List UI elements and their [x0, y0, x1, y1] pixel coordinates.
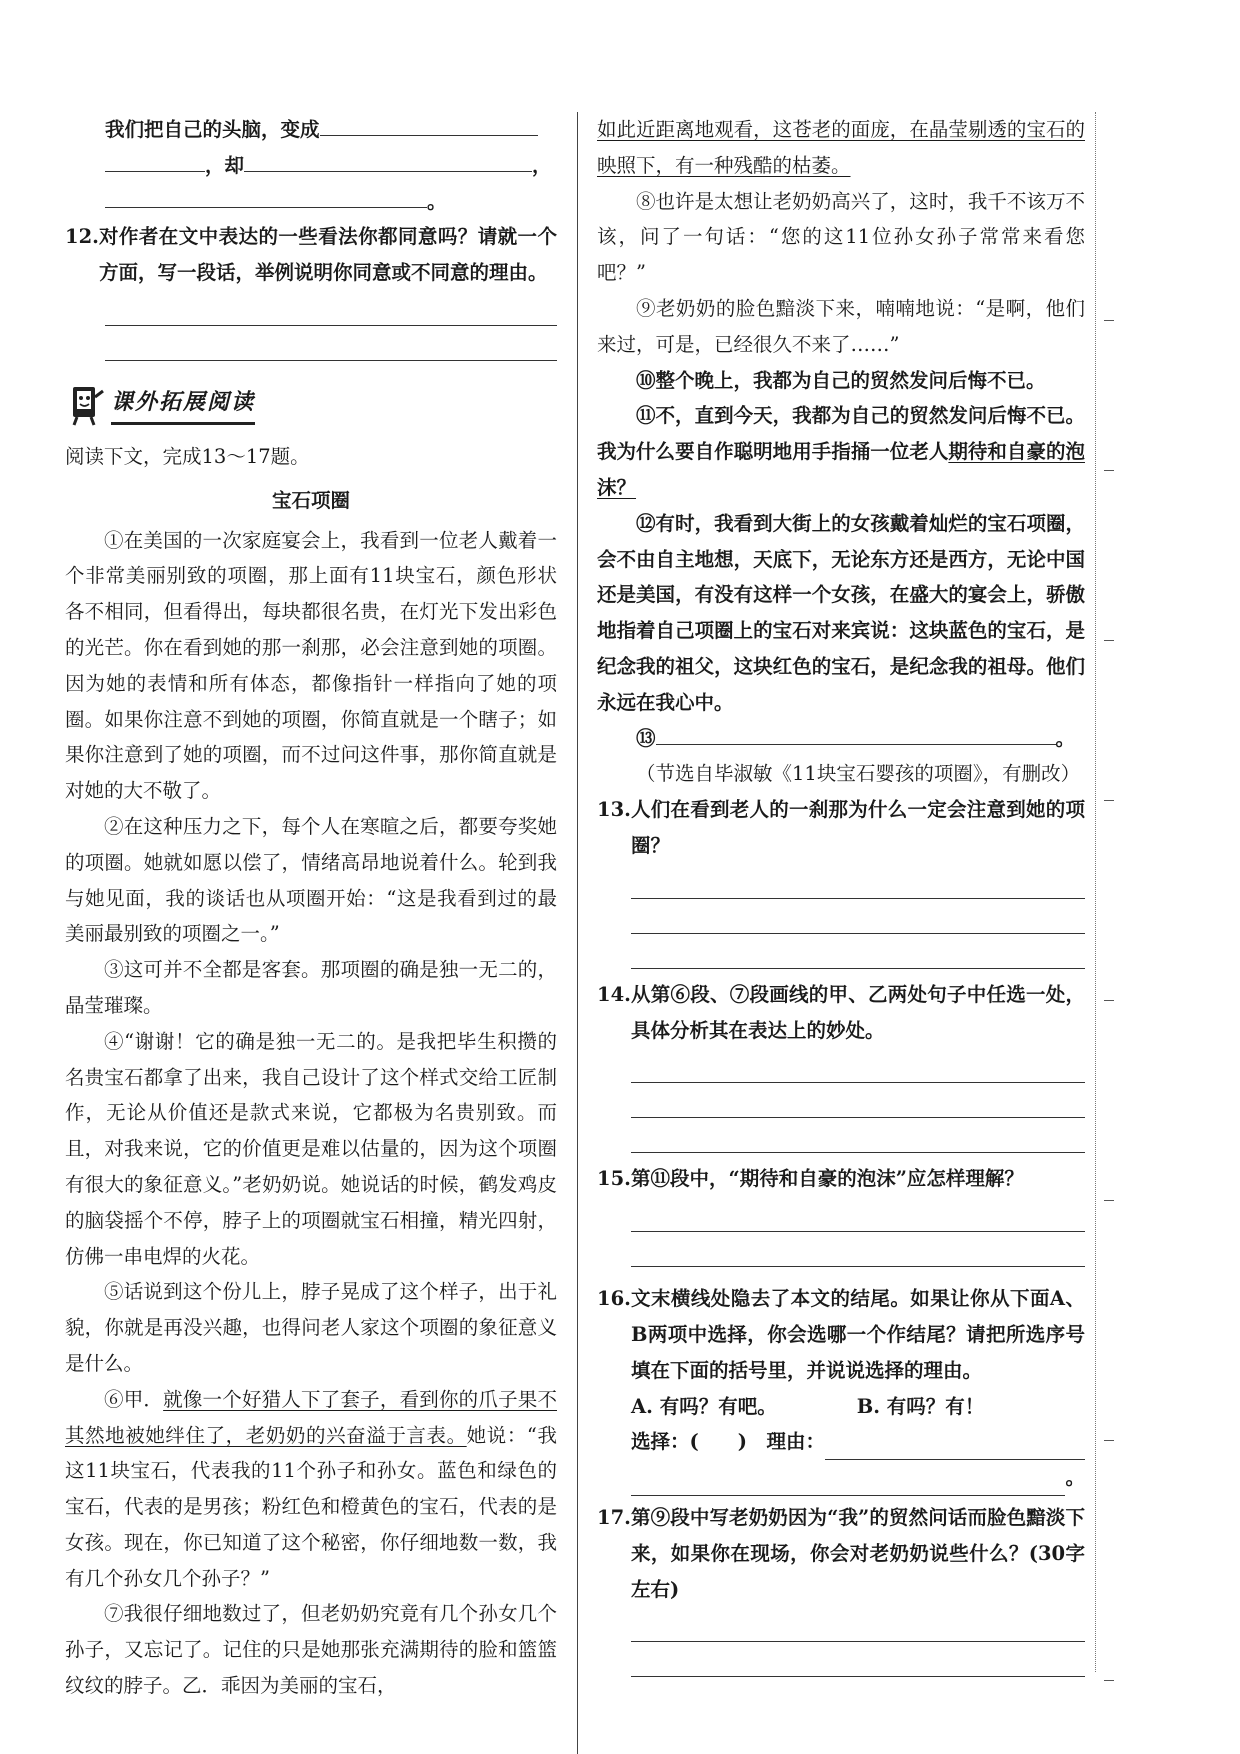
answer-blank[interactable] — [105, 189, 427, 208]
answer-line[interactable] — [631, 1083, 1085, 1118]
answer-blank[interactable] — [320, 117, 538, 136]
q11-line1: 我们把自己的头脑，变成 — [65, 112, 557, 148]
question-17 — [597, 1500, 1085, 1607]
question-number: 13. — [597, 798, 631, 822]
answer-line[interactable] — [105, 291, 557, 326]
binding-tick — [1104, 640, 1114, 641]
question-12 — [65, 219, 557, 291]
article-title: 宝石项圈 — [271, 488, 350, 512]
question-16 — [597, 1281, 1085, 1388]
answer-line[interactable] — [631, 1232, 1085, 1267]
paragraph-10: ⑩整个晚上，我都为自己的贸然发问后悔不已。 — [636, 368, 1046, 392]
binding-tick — [1104, 470, 1114, 471]
binding-tick — [1104, 320, 1114, 321]
answer-line[interactable] — [631, 1642, 1085, 1677]
q11-line2: ，却 ， — [65, 148, 557, 184]
paragraph-13: ⑬ 。 — [636, 726, 1076, 750]
section-title: 课外拓展阅读 — [111, 385, 255, 426]
question-15 — [597, 1161, 1085, 1197]
option-b[interactable]: B. 有吗？有！ — [856, 1394, 985, 1418]
answer-line[interactable] — [631, 899, 1085, 934]
reason-blank[interactable] — [825, 1441, 1085, 1460]
binding-tick — [1104, 1200, 1114, 1201]
question-text: 对作者在文中表达的一些看法你都同意吗？请就一个方面，写一段话，举例说明你同意或不同意的理由。 — [99, 225, 557, 285]
q11-line3: 。 — [65, 184, 557, 220]
paragraph-12: ⑫有时，我看到大街上的女孩戴着灿烂的宝石项圈，会不由自主地想，天底下，无论东方还是西方，无论中国还是美国，有没有这样一个女孩，在盛大的宴会上，骄傲地指着自己项圈上的宝石对来宾说：这块蓝色的宝石，是纪念我的祖父，这块红色的宝石，是纪念我的祖母。他们永远在我心中。 — [597, 511, 1085, 714]
paragraph-5: ⑤话说到这个份儿上，脖子晃成了这个样子，出于礼貌，你就是再没兴趣，也得问老人家这个项圈的象征意义是什么。 — [65, 1280, 557, 1375]
paragraph-9: ⑨老奶奶的脸色黯淡下来，喃喃地说：“是啊，他们来过，可是，已经很久不来了……” — [597, 296, 1085, 356]
q14-answer-lines — [597, 1048, 1085, 1153]
question-text: 第⑨段中写老奶奶因为“我”的贸然问话而脸色黯淡下来，如果你在现场，你会对老奶奶说些什么？(30字左右) — [631, 1505, 1085, 1601]
binding-tick — [1104, 800, 1114, 801]
paragraph-6: ⑥甲．就像一个好猎人下了套子，看到你的爪子果不其然地被她绊住了，老奶奶的兴奋溢于言表。她说：“我这11块宝石，代表我的11个孙子和孙女。蓝色和绿色的宝石，代表的是男孩；粉红色和橙黄色的宝石，代表的是女孩。现在，你已知道了这个秘密，你仔细地数一数，我有几个孙女几个孙子？” — [65, 1387, 557, 1590]
question-number: 15. — [597, 1167, 631, 1191]
ending-blank[interactable] — [656, 726, 1056, 745]
question-text: 人们在看到老人的一刹那为什么一定会注意到她的项圈？ — [631, 798, 1085, 857]
reason-blank[interactable] — [631, 1477, 1065, 1496]
answer-line[interactable] — [631, 934, 1085, 969]
q12-answer-lines — [65, 291, 557, 361]
binding-tick — [1104, 1440, 1114, 1441]
paragraph-7-continued: 如此近距离地观看，这苍老的面庞，在晶莹剔透的宝石的映照下，有一种残酷的枯萎。 — [597, 118, 1085, 177]
question-number: 17. — [597, 1505, 631, 1529]
q17-answer-lines — [597, 1607, 1085, 1677]
q13-answer-lines — [597, 864, 1085, 969]
question-14 — [597, 977, 1085, 1049]
q15-answer-lines — [597, 1197, 1085, 1267]
select-label: 选择：( ) 理由： — [631, 1430, 825, 1454]
paragraph-8: ⑧也许是太想让老奶奶高兴了，这时，我千不该万不该，问了一句话：“您的这11位孙女孙子常常来看您吧？” — [597, 189, 1085, 285]
underlined-sentence-a: 就像一个好猎人下了套子，看到你的爪子果不其然地被她绊住了，老奶奶的兴奋溢于言表。 — [65, 1387, 557, 1447]
answer-line[interactable] — [631, 1197, 1085, 1232]
answer-line[interactable] — [631, 1048, 1085, 1083]
binding-edge — [1095, 112, 1096, 1672]
reading-instruction: 阅读下文，完成13～17题。 — [65, 444, 310, 468]
q16-options — [597, 1389, 1085, 1425]
question-13 — [597, 792, 1085, 864]
question-text: 从第⑥段、⑦段画线的甲、乙两处句子中任选一处，具体分析其在表达上的妙处。 — [631, 982, 1085, 1042]
answer-line[interactable] — [631, 864, 1085, 899]
answer-blank[interactable] — [105, 153, 205, 172]
question-text: 第⑪段中，“期待和自豪的泡沫”应怎样理解？ — [631, 1167, 1024, 1191]
paragraph-3: ③这可并不全都是客套。那项圈的确是独一无二的，晶莹璀璨。 — [65, 958, 557, 1017]
q16-select-row — [597, 1424, 1085, 1460]
question-text: 文末横线处隐去了本文的结尾。如果让你从下面A、B两项中选择，你会选哪一个作结尾？请把所选序号填在下面的括号里，并说说选择的理由。 — [631, 1287, 1085, 1382]
answer-blank[interactable] — [244, 153, 532, 172]
answer-line[interactable] — [631, 1607, 1085, 1642]
answer-line[interactable] — [105, 326, 557, 361]
underlined-phrase: 期待和自豪的泡沫？ — [597, 440, 1085, 499]
column-divider — [577, 112, 578, 1754]
section-banner — [65, 377, 557, 433]
option-a[interactable]: A. 有吗？有吧。 — [631, 1394, 777, 1418]
left-column — [65, 112, 557, 1704]
paragraph-11: ⑪不，直到今天，我都为自己的贸然发问后悔不已。我为什么要自作聪明地用手指捅一位老人期待和自豪的泡沫？ — [597, 404, 1085, 499]
paragraph-1: ①在美国的一次家庭宴会上，我看到一位老人戴着一个非常美丽别致的项圈，那上面有11块宝石，颜色形状各不相同，但看得出，每块都很名贵，在灯光下发出彩色的光芒。你在看到她的那一刹那，必会注意到她的项圈。因为她的表情和所有体态，都像指针一样指向了她的项圈。如果你注意不到她的项圈，你简直就是一个瞎子；如果你注意到了她的项圈，而不过问这件事，那你简直就是对她的大不敬了。 — [65, 528, 557, 803]
paragraph-7: ⑦我很仔细地数过了，但老奶奶究竟有几个孙女几个孙子，又忘记了。记住的只是她那张充满期待的脸和篮篮纹纹的脖子。乙．乖因为美丽的宝石， — [65, 1602, 557, 1698]
book-character-icon — [65, 383, 105, 427]
binding-tick — [1104, 1000, 1114, 1001]
q16-reason-line: 。 — [597, 1460, 1085, 1496]
answer-line[interactable] — [631, 1118, 1085, 1153]
question-number: 16. — [597, 1287, 631, 1311]
paragraph-2: ②在这种压力之下，每个人在寒暄之后，都要夸奖她的项圈。她就如愿以偿了，情绪高昂地说着什么。轮到我与她见面，我的谈话也从项圈开始：“这是我看到过的最美丽最别致的项圈之一。” — [65, 814, 557, 946]
binding-tick — [1104, 1680, 1114, 1681]
paragraph-4: ④“谢谢！它的确是独一无二的。是我把毕生积攒的名贵宝石都拿了出来，我自己设计了这个样式交给工匠制作，无论从价值还是款式来说，它都极为名贵别致。而且，对我来说，它的价值更是难以估量的，因为这个项圈有很大的象征意义。”老奶奶说。她说话的时候，鹤发鸡皮的脑袋摇个不停，脖子上的项圈就宝石相撞，精光四射，仿佛一串电焊的火花。 — [65, 1029, 557, 1268]
source-note: （节选自毕淑敏《11块宝石婴孩的项圈》，有删改） — [636, 762, 1081, 786]
question-number: 12. — [65, 225, 99, 249]
right-column — [597, 112, 1085, 1677]
question-number: 14. — [597, 982, 631, 1006]
